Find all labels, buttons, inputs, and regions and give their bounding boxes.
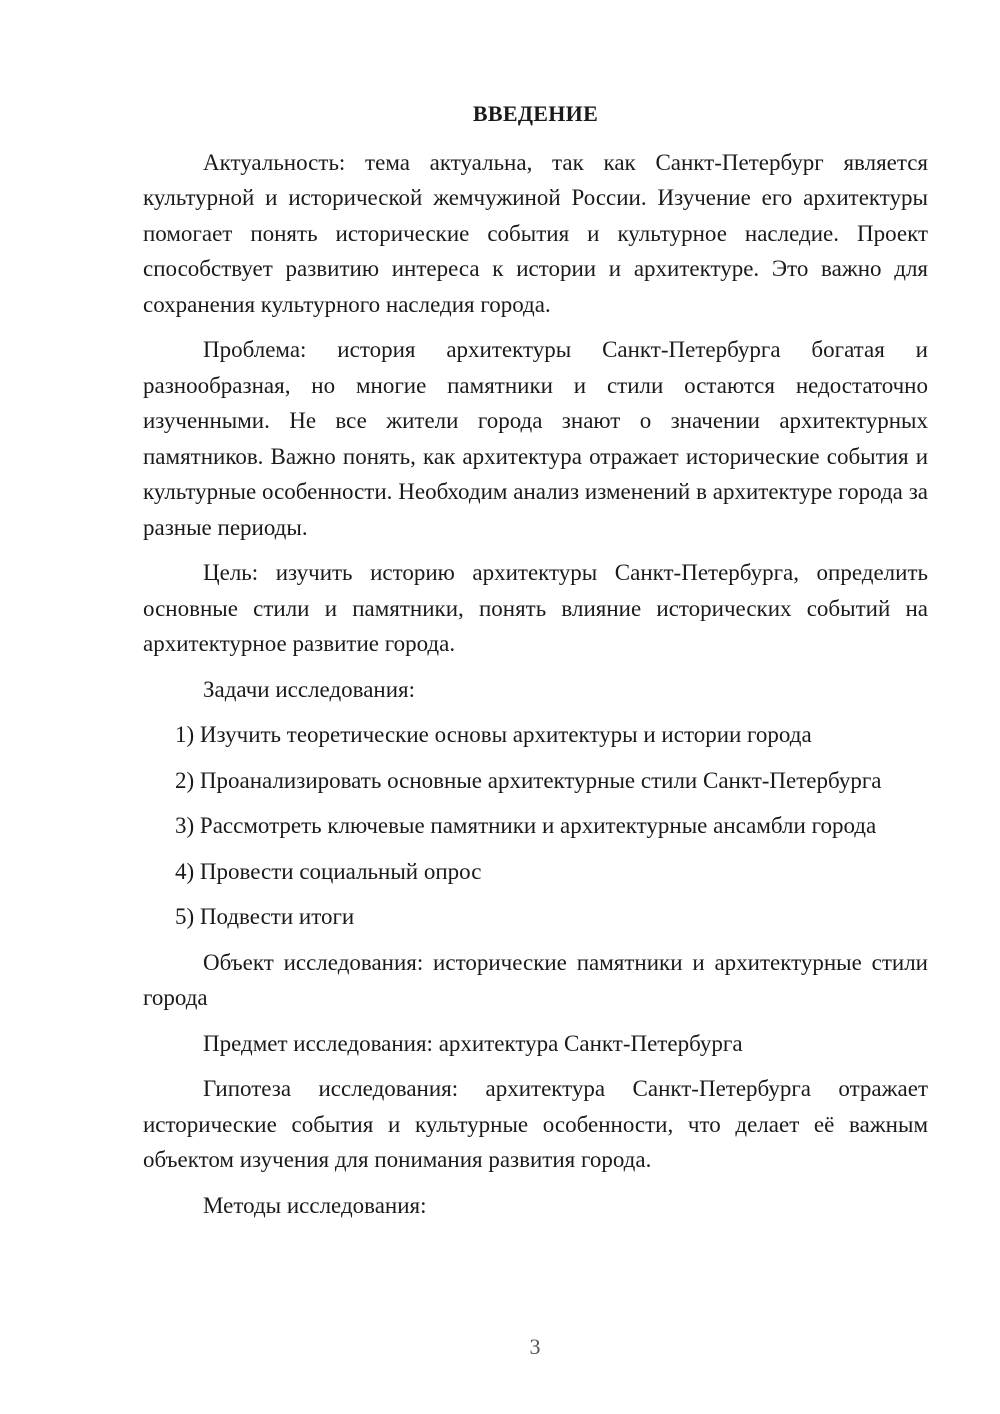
page-number: 3 [529,1334,541,1359]
relevance-paragraph: Актуальность: тема актуальна, так как Санкт-Петербург является культурной и исторической жемчужиной России. Изучение его архитектуры помогает понять исторические события и культурное наследие. Проект способствует развитию интереса к истории и архитектуре. Это важно для сохранения культурного наследия города. [143,149,928,317]
task-item-3: 3) Рассмотреть ключевые памятники и архитектурные ансамбли города [175,813,877,838]
subject-paragraph: Предмет исследования: архитектура Санкт-Петербурга [203,1030,743,1056]
document-body [143,96,928,1233]
hypothesis-paragraph: Гипотеза исследования: архитектура Санкт-Петербурга отражает исторические события и культурные особенности, что делает её важным объектом изучения для понимания развития города. [143,1076,928,1172]
task-item-1: 1) Изучить теоретические основы архитектуры и истории города [175,722,812,747]
task-item-5: 5) Подвести итоги [175,904,355,929]
methods-heading: Методы исследования: [203,1192,427,1218]
goal-paragraph: Цель: изучить историю архитектуры Санкт-Петербурга, определить основные стили и памятники, понять влияние исторических событий на архитектурное развитие города. [143,560,928,656]
section-title: ВВЕДЕНИЕ [472,101,599,126]
task-item-4: 4) Провести социальный опрос [175,858,482,884]
problem-paragraph: Проблема: история архитектуры Санкт-Петербурга богатая и разнообразная, но многие памятники и стили остаются недостаточно изученными. Не все жители города знают о значении архитектурных памятников. Важно понять, как архитектура отражает исторические события и культурные особенности. Необходим анализ изменений в архитектуре города за разные периоды. [143,337,928,540]
tasks-heading: Задачи исследования: [203,676,416,702]
object-paragraph: Объект исследования: исторические памятники и архитектурные стили города [143,949,928,1010]
task-item-2: 2) Проанализировать основные архитектурные стили Санкт-Петербурга [175,767,882,793]
